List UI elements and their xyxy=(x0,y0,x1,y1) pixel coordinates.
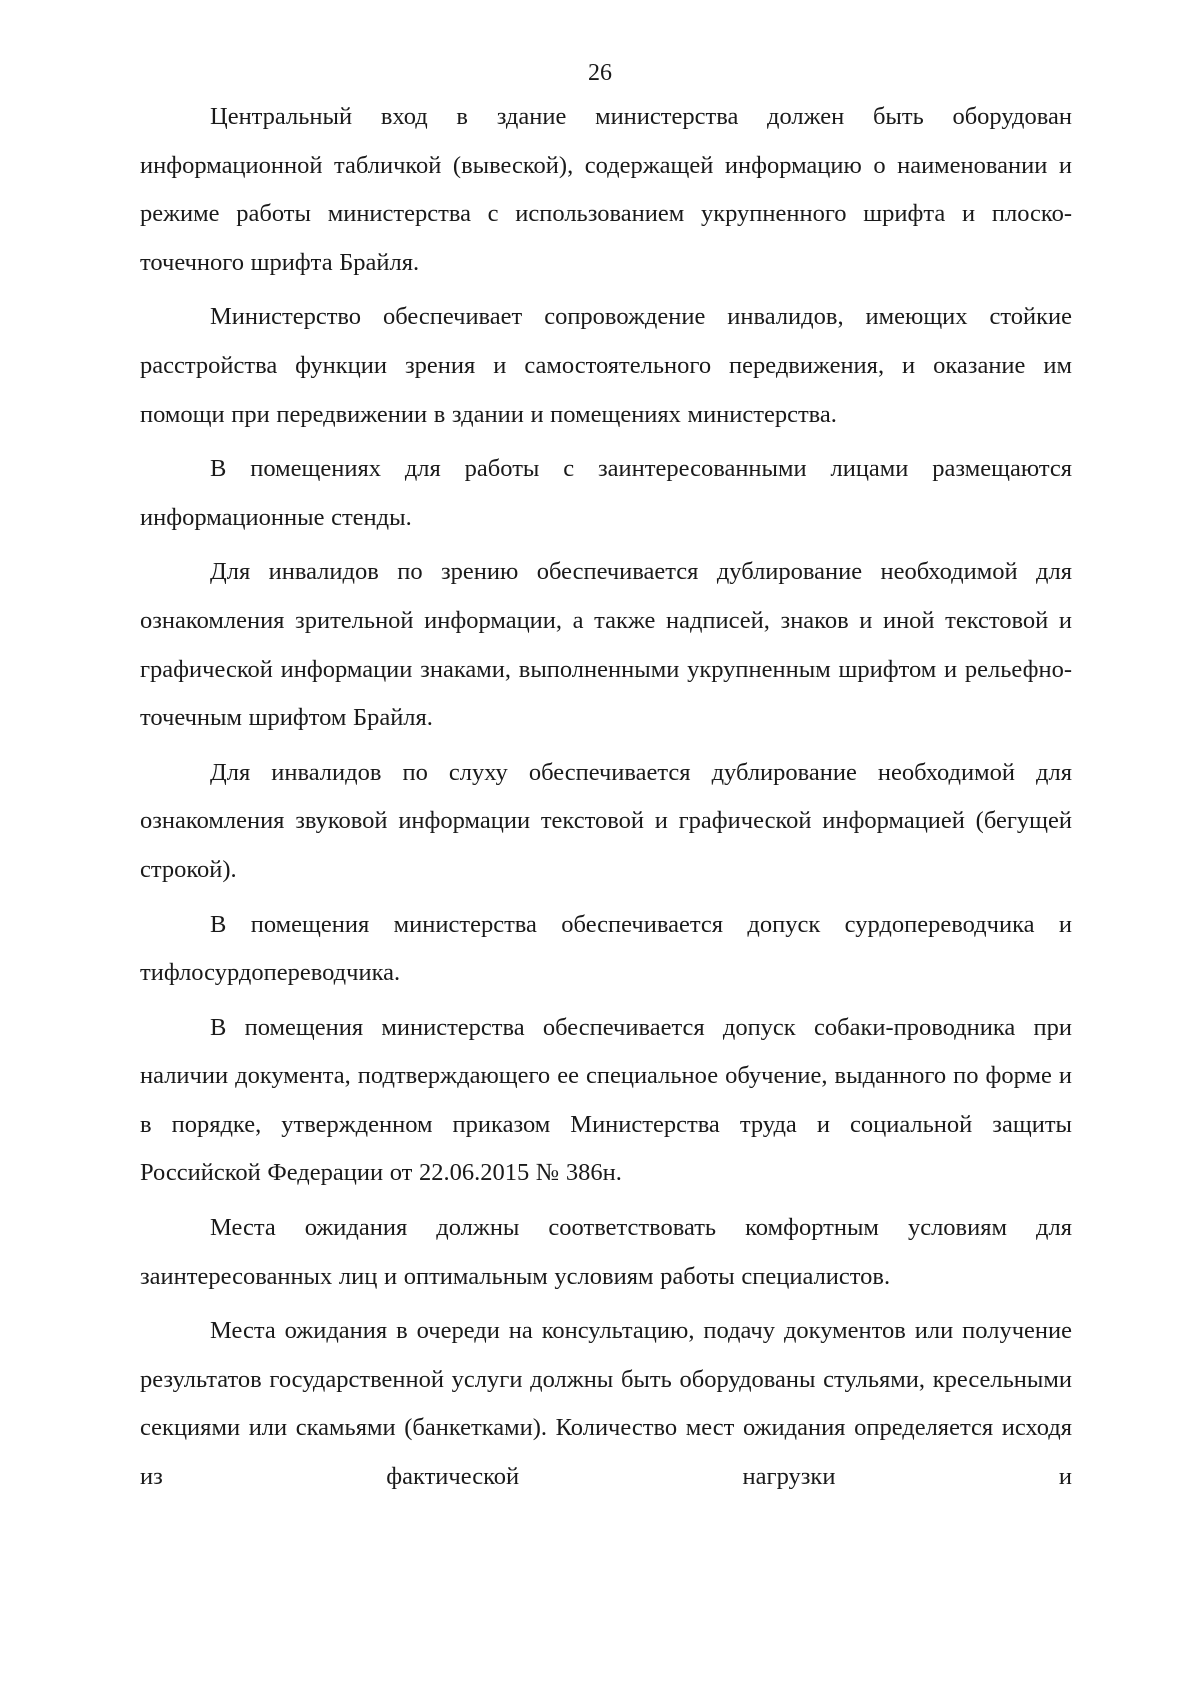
paragraph-hearing-impaired: Для инвалидов по слуху обеспечивается дублирование необходимой для ознакомления звуковой информации текстовой и графической информацией (бегущей строкой). xyxy=(140,758,1072,883)
paragraph-escort-disabled: Министерство обеспечивает сопровождение инвалидов, имеющих стойкие расстройства функции зрения и самостоятельного передвижения, и оказание им помощи при передвижении в здании и помещениях министерства. xyxy=(140,303,1072,428)
paragraph-guide-dog: В помещения министерства обеспечивается допуск собаки-проводника при наличии документа, подтверждающего ее специальное обучение, выданного по форме и в порядке, утвержденном приказом Министерства труда и социальной защиты Российской Федерации от 22.06.2015 № 386н. xyxy=(140,1013,1072,1187)
page-number: 26 xyxy=(588,60,612,86)
paragraph-waiting-comfort: Места ожидания должны соответствовать комфортным условиям для заинтересованных лиц и оптимальным условиям работы специалистов. xyxy=(140,1214,1072,1290)
paragraph-waiting-seating: Места ожидания в очереди на консультацию, подачу документов или получение результатов государственной услуги должны быть оборудованы стульями, кресельными секциями или скамьями (банкетками). Количество мест ожидания определяется исходя из фактической нагрузки и xyxy=(140,1317,1072,1491)
paragraph-vision-impaired: Для инвалидов по зрению обеспечивается дублирование необходимой для ознакомления зрительной информации, а также надписей, знаков и иной текстовой и графической информации знаками, выполненными укрупненным шрифтом и рельефно-точечным шрифтом Брайля. xyxy=(140,558,1072,732)
paragraph-main-entrance: Центральный вход в здание министерства должен быть оборудован информационной табличкой (вывеской), содержащей информацию о наименовании и режиме работы министерства с использованием укрупненного шрифта и плоско-точечного шрифта Брайля. xyxy=(140,103,1072,276)
document-body xyxy=(140,93,1072,1502)
paragraph-sign-interpreter: В помещения министерства обеспечивается допуск сурдопереводчика и тифлосурдопереводчика. xyxy=(140,910,1072,987)
paragraph-information-stands: В помещениях для работы с заинтересованными лицами размещаются информационные стенды. xyxy=(140,455,1072,531)
